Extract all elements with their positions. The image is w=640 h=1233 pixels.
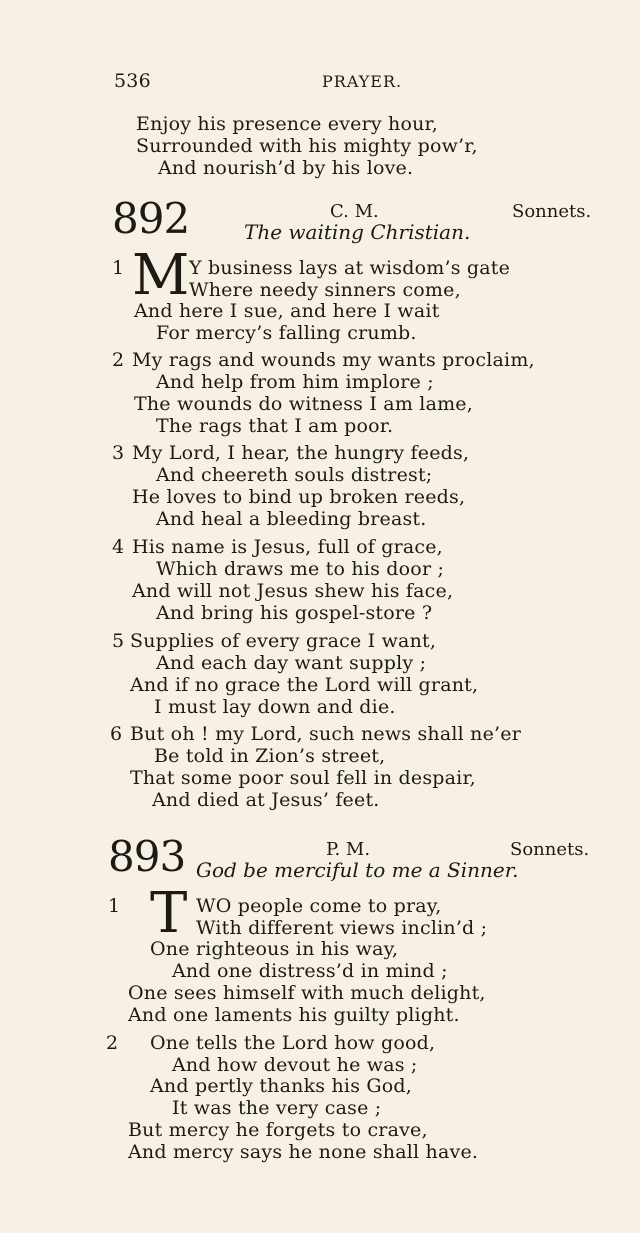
verse-number: 4 <box>112 536 125 558</box>
verse-number: 1 <box>108 895 121 917</box>
page-number: 536 <box>114 70 151 92</box>
continuation-line: Surrounded with his mighty pow’r, <box>136 135 478 157</box>
verse-number: 2 <box>106 1032 119 1054</box>
hymn-892-number: 892 <box>112 194 190 243</box>
verse-line: The rags that I am poor. <box>156 415 394 437</box>
drop-cap: M <box>132 243 190 308</box>
verse-line: And will not Jesus shew his face, <box>132 580 454 602</box>
verse-line: And bring his gospel-store ? <box>156 602 433 624</box>
verse-line: And one laments his guilty plight. <box>128 1004 460 1026</box>
verse-line: His name is Jesus, full of grace, <box>132 536 443 558</box>
verse-line: He loves to bind up broken reeds, <box>132 486 466 508</box>
verse-line: I must lay down and die. <box>154 696 396 718</box>
verse-line: For mercy’s falling crumb. <box>156 322 417 344</box>
verse-line: With different views inclin’d ; <box>196 917 488 939</box>
verse-number: 3 <box>112 442 125 464</box>
hymn-893-source: Sonnets. <box>510 839 590 860</box>
verse-line: And one distress’d in mind ; <box>172 960 448 982</box>
verse-line: And died at Jesus’ feet. <box>152 789 380 811</box>
verse-number: 2 <box>112 349 125 371</box>
verse-line: And here I sue, and here I wait <box>134 300 440 322</box>
verse-line: And if no grace the Lord will grant, <box>130 674 479 696</box>
verse-number: 5 <box>112 630 125 652</box>
verse-line: My Lord, I hear, the hungry feeds, <box>132 442 470 464</box>
verse-line: Supplies of every grace I want, <box>130 630 437 652</box>
verse-line: And help from him implore ; <box>156 371 434 393</box>
verse-line: That some poor soul fell in despair, <box>130 767 476 789</box>
verse-line: And each day want supply ; <box>156 652 427 674</box>
verse-number: 6 <box>110 723 123 745</box>
verse-line: And pertly thanks his God, <box>150 1075 412 1097</box>
running-title: PRAYER. <box>322 72 403 91</box>
verse-line: Be told in Zion’s street, <box>154 745 386 767</box>
verse-line: Which draws me to his door ; <box>156 558 445 580</box>
continuation-line: Enjoy his presence every hour, <box>136 113 438 135</box>
verse-line: Where needy sinners come, <box>189 279 461 301</box>
verse-line: Y business lays at wisdom’s gate <box>189 257 511 279</box>
verse-line: But oh ! my Lord, such news shall ne’er <box>130 723 522 745</box>
verse-line: And mercy says he none shall have. <box>128 1141 479 1163</box>
hymn-893-meter: P. M. <box>326 839 371 860</box>
hymn-892-meter: C. M. <box>330 201 379 222</box>
hymn-892-source: Sonnets. <box>512 201 592 222</box>
verse-line: My rags and wounds my wants proclaim, <box>132 349 535 371</box>
hymn-893-number: 893 <box>108 832 186 881</box>
verse-line: But mercy he forgets to crave, <box>128 1119 428 1141</box>
continuation-line: And nourish’d by his love. <box>158 157 414 179</box>
verse-line: WO people come to pray, <box>196 895 442 917</box>
verse-number: 1 <box>112 257 125 279</box>
verse-line: It was the very case ; <box>172 1097 382 1119</box>
verse-line: And how devout he was ; <box>172 1054 418 1076</box>
drop-cap: T <box>150 881 188 946</box>
verse-line: The wounds do witness I am lame, <box>134 393 473 415</box>
verse-line: And heal a bleeding breast. <box>156 508 427 530</box>
hymn-892-title: The waiting Christian. <box>244 220 471 244</box>
verse-line: One tells the Lord how good, <box>150 1032 436 1054</box>
hymn-893-title: God be merciful to me a Sinner. <box>196 858 519 882</box>
verse-line: And cheereth souls distrest; <box>156 464 433 486</box>
verse-line: One righteous in his way, <box>150 938 399 960</box>
verse-line: One sees himself with much delight, <box>128 982 486 1004</box>
